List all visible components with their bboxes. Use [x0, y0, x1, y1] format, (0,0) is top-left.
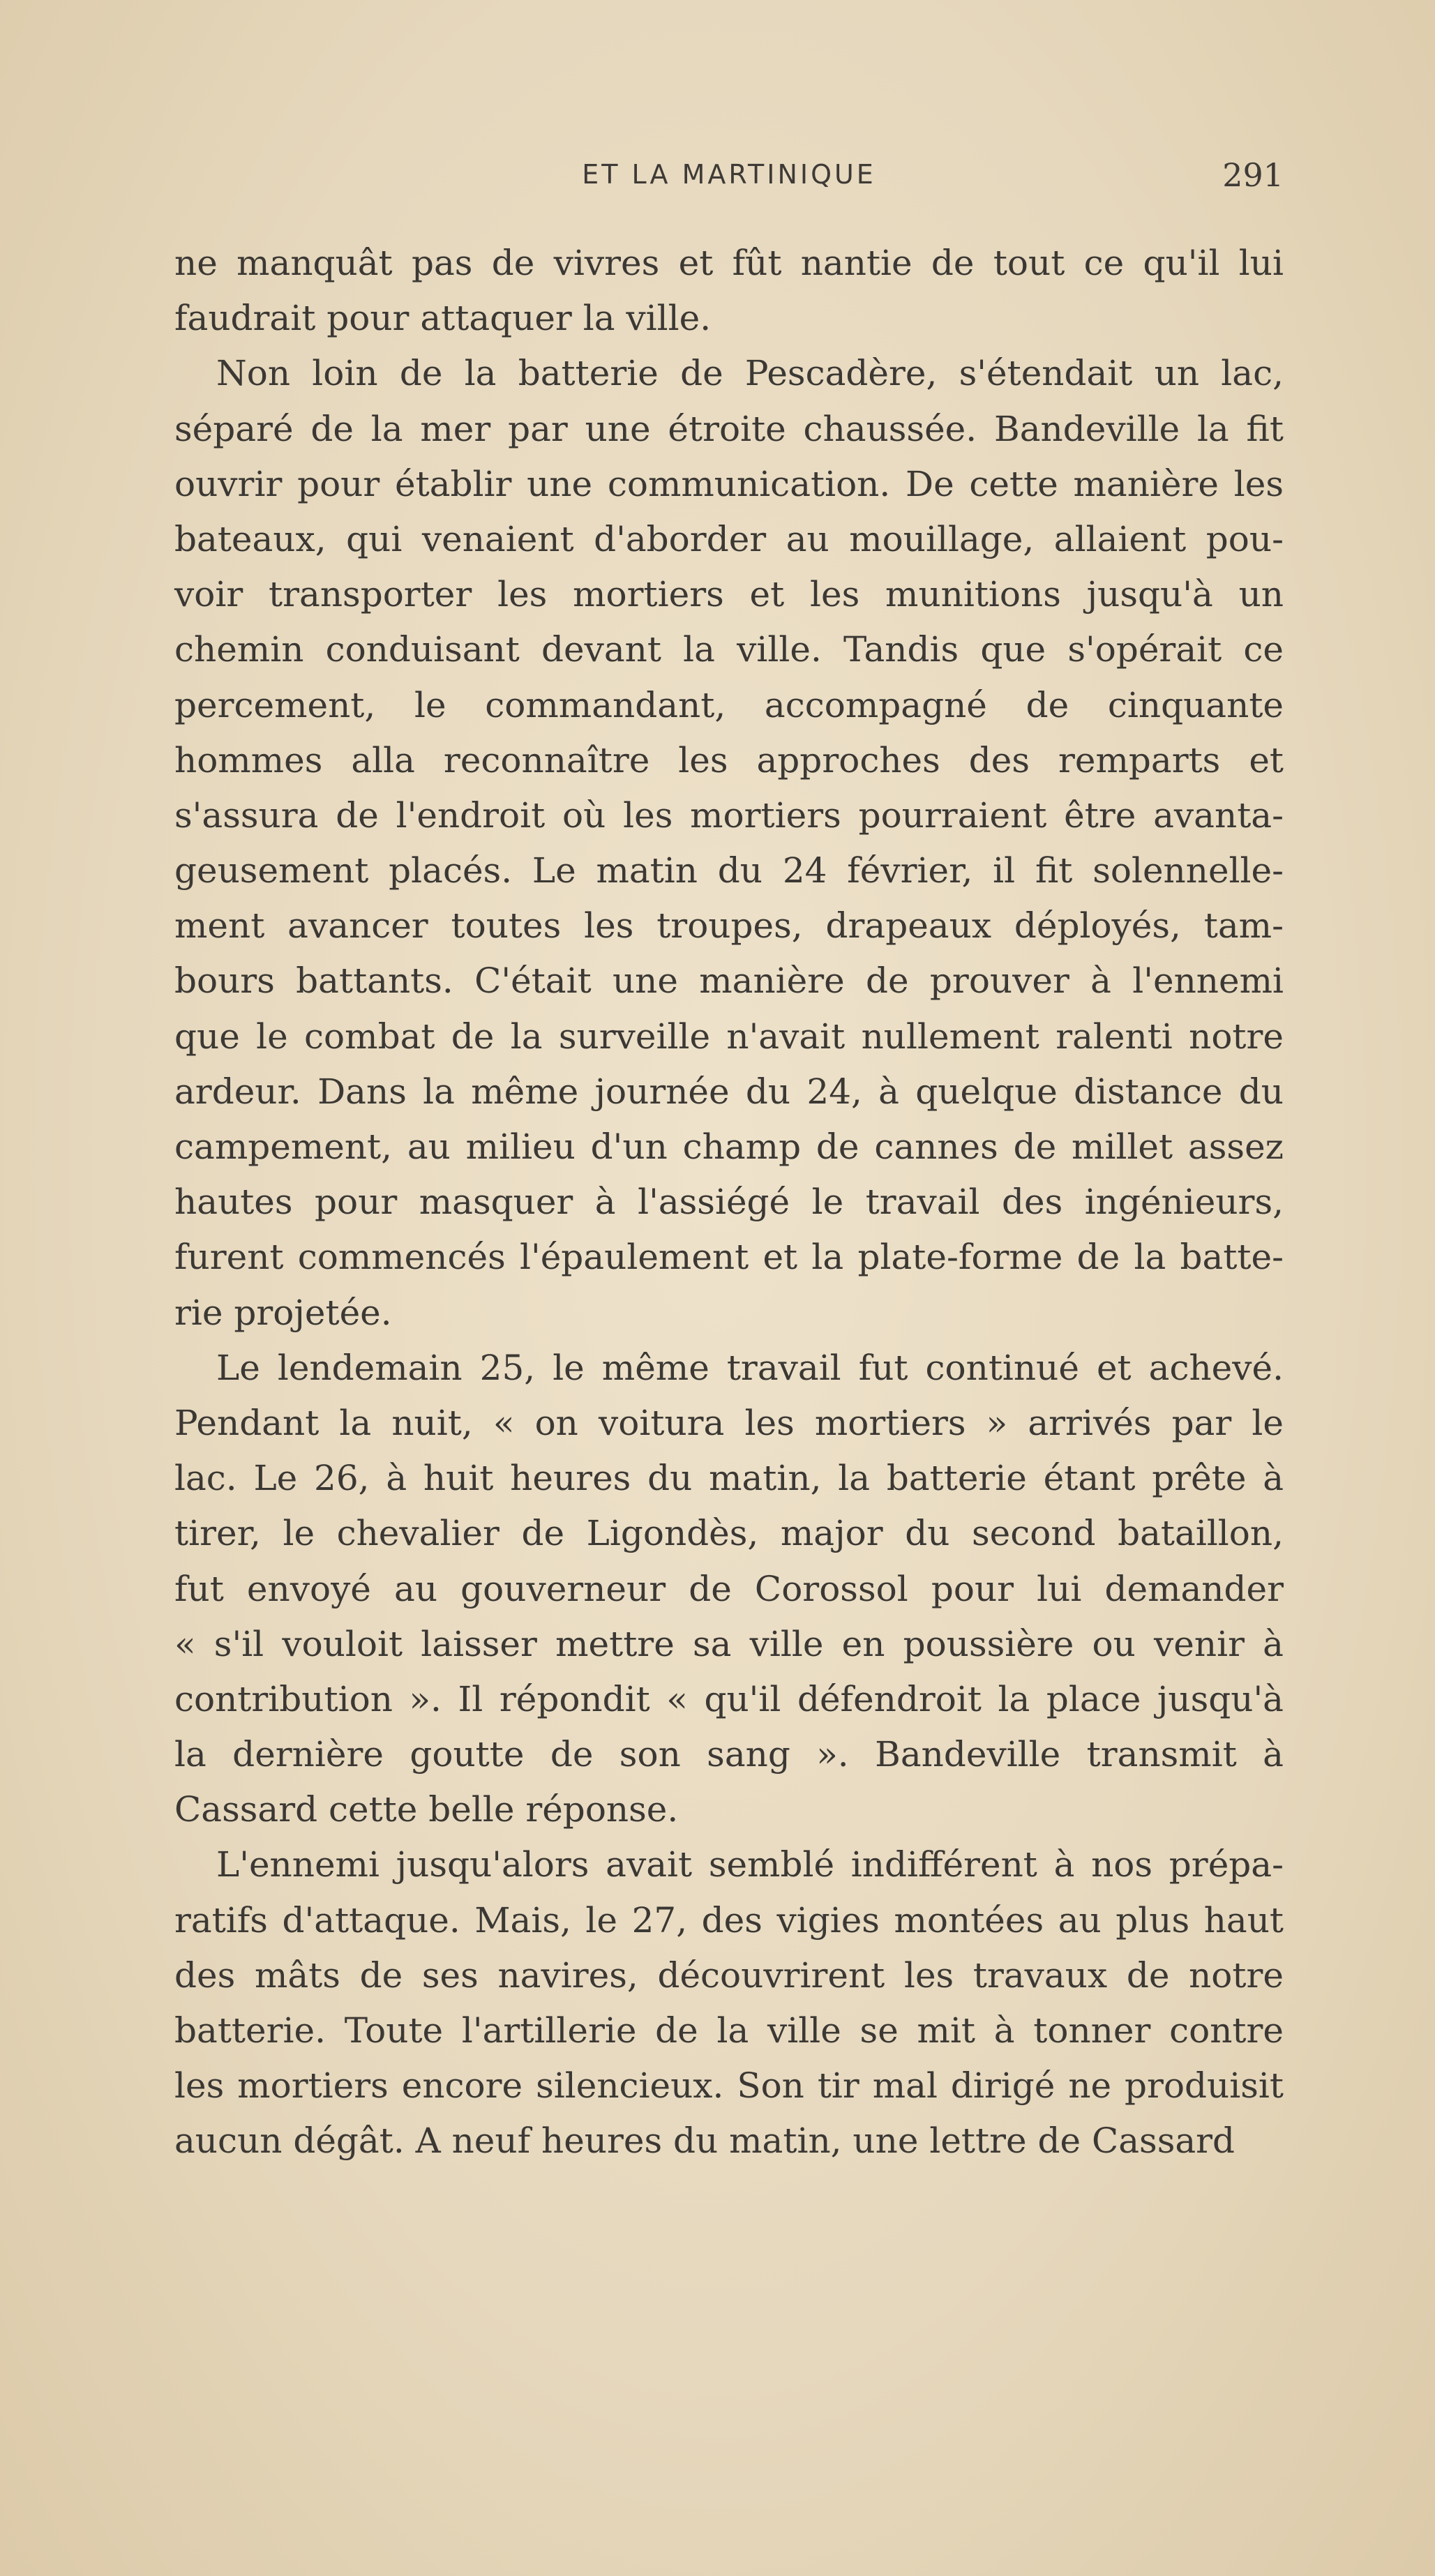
text-line: la dernière goutte de son sang ». Bandeville transmit à — [174, 1734, 1284, 1775]
text-line: hautes pour masquer à l'assiégé le travail des ingénieurs, — [174, 1182, 1284, 1223]
text-line: campement, au milieu d'un champ de cannes de millet assez — [174, 1127, 1284, 1167]
text-line: que le combat de la surveille n'avait nullement ralenti notre — [174, 1016, 1284, 1057]
text-line: bateaux, qui venaient d'aborder au mouillage, allaient pou- — [174, 518, 1284, 559]
text-line: bours battants. C'était une manière de prouver à l'ennemi — [174, 961, 1284, 1002]
text-line: contribution ». Il répondit « qu'il défendroit la place jusqu'à — [174, 1678, 1284, 1719]
text-line: les mortiers encore silencieux. Son tir mal dirigé ne produisit — [174, 2065, 1284, 2107]
text-line: faudrait pour attaquer la ville. — [174, 298, 712, 339]
text-line: Cassard cette belle réponse. — [174, 1789, 679, 1830]
text-line: percement, le commandant, accompagné de cinquante — [174, 684, 1284, 725]
text-line: Le lendemain 25, le même travail fut continué et achevé. — [216, 1347, 1284, 1388]
text-line: fut envoyé au gouverneur de Corossol pour lui demander — [174, 1568, 1284, 1609]
text-line: furent commencés l'épaulement et la plate-forme de la batte- — [174, 1237, 1284, 1278]
body-text — [174, 236, 1284, 2169]
running-title: ET LA MARTINIQUE — [582, 159, 876, 190]
text-line: lac. Le 26, à huit heures du matin, la batterie étant prête à — [174, 1458, 1284, 1499]
text-line: ratifs d'attaque. Mais, le 27, des vigies montées au plus haut — [174, 1899, 1284, 1941]
text-line: aucun dégât. A neuf heures du matin, une lettre de Cassard — [174, 2121, 1235, 2162]
text-line: s'assura de l'endroit où les mortiers pourraient être avanta- — [174, 794, 1284, 836]
text-line: L'ennemi jusqu'alors avait semblé indifférent à nos prépa- — [216, 1844, 1284, 1885]
text-line: séparé de la mer par une étroite chaussée. Bandeville la fit — [174, 408, 1284, 449]
text-line: Pendant la nuit, « on voitura les mortiers » arrivés par le — [174, 1402, 1284, 1443]
text-line: ment avancer toutes les troupes, drapeaux déployés, tam- — [174, 905, 1284, 947]
text-line: ne manquât pas de vivres et fût nantie de tout ce qu'il lui — [174, 243, 1284, 283]
text-line: geusement placés. Le matin du 24 février, il fit solennelle- — [174, 850, 1284, 891]
text-line: hommes alla reconnaître les approches des remparts et — [174, 739, 1284, 781]
text-line: chemin conduisant devant la ville. Tandis que s'opérait ce — [174, 629, 1284, 670]
page-number: 291 — [1222, 156, 1284, 194]
text-line: voir transporter les mortiers et les munitions jusqu'à un — [174, 574, 1284, 615]
text-line: tirer, le chevalier de Ligondès, major du second bataillon, — [174, 1513, 1284, 1554]
text-line: ardeur. Dans la même journée du 24, à quelque distance du — [174, 1071, 1284, 1112]
text-line: « s'il vouloit laisser mettre sa ville en poussière ou venir à — [174, 1623, 1284, 1664]
text-line: ouvrir pour établir une communication. De cette manière les — [174, 463, 1284, 504]
text-line: des mâts de ses navires, découvrirent les travaux de notre — [174, 1954, 1284, 1996]
text-line: Non loin de la batterie de Pescadère, s'étendait un lac, — [216, 353, 1284, 394]
text-line: batterie. Toute l'artillerie de la ville se mit à tonner contre — [174, 2010, 1284, 2051]
page-header — [174, 156, 1284, 208]
text-line: rie projetée. — [174, 1292, 392, 1333]
